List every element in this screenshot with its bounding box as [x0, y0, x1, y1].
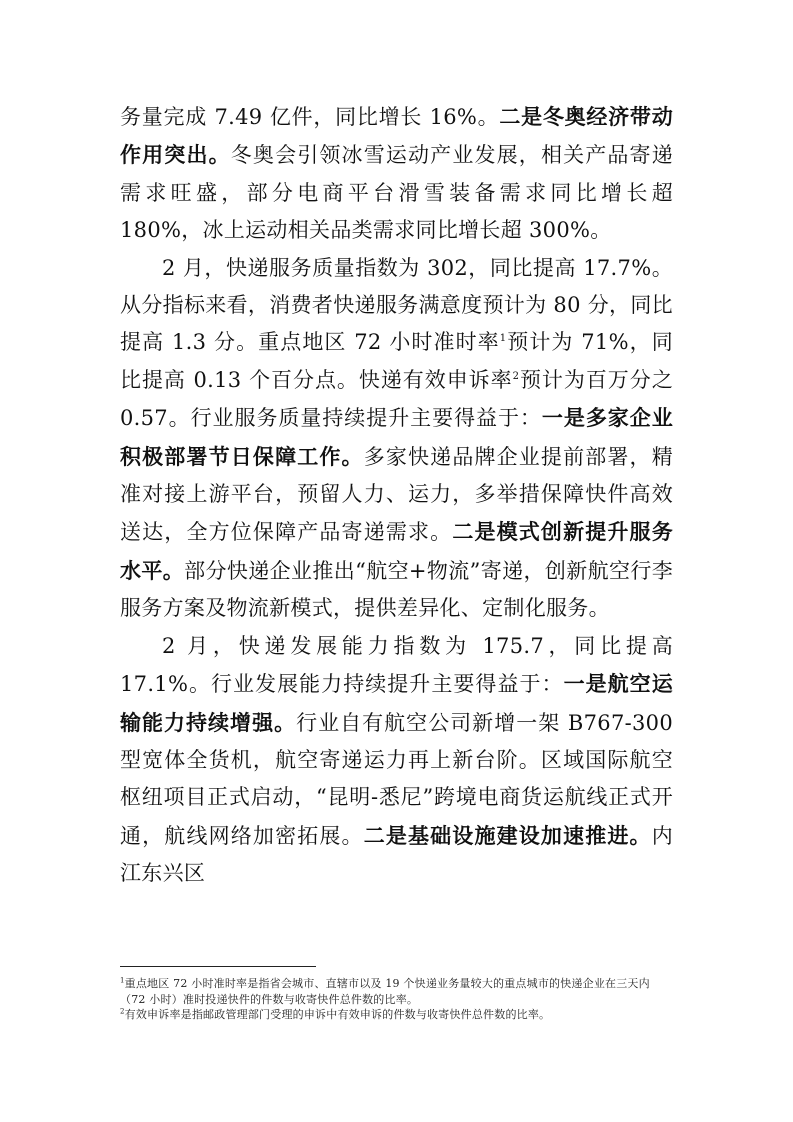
- bold-heading-run: 一是多家企业积极部署节日保障工作。: [120, 405, 673, 469]
- footnote-ref-1: 1: [499, 333, 507, 345]
- bold-heading-run: 一是航空运输能力持续增强。: [120, 671, 674, 735]
- paragraph-development-capacity: [120, 628, 673, 893]
- bold-heading-run: 二是基础设施建设加速推进。: [363, 822, 652, 848]
- text-run: 多家快递品牌企业提前部署，精准对接上游平台，预留人力、运力，多举措保障快件高效送达，全方位保障产品寄递需求。: [120, 444, 673, 545]
- paragraph-service-quality: [120, 250, 673, 628]
- body-text: [120, 98, 673, 893]
- footnote-separator: [120, 966, 316, 967]
- footnote-marker: 1: [120, 976, 125, 985]
- text-run: 部分快递企业推出“航空+物流”寄递，创新航空行李服务方案及物流新模式，提供差异化、定制化服务。: [120, 558, 674, 621]
- text-run: 行业自有航空公司新增一架 B767-300 型宽体全货机，航空寄递运力再上新台阶。区域国际航空枢纽项目正式启动，“昆明-悉尼”跨境电商货运航线正式开通，航线网络加密拓展。: [120, 710, 673, 848]
- bold-heading-run: 二是模式创新提升服务水平。: [120, 519, 673, 583]
- footnote-text: 有效申诉率是指邮政管理部门受理的申诉中有效申诉的件数与收寄快件总件数的比率。: [124, 1008, 551, 1021]
- text-run: 务量完成 7.49 亿件，同比增长 16%。: [120, 105, 500, 129]
- text-run: 内江东兴区: [120, 823, 673, 886]
- footnote-ref-2: 2: [512, 370, 520, 382]
- text-run: 冬奥会引领冰雪运动产业发展，相关产品寄递需求旺盛，部分电商平台滑雪装备需求同比增长超 180%，冰上运动相关品类需求同比增长超 300%。: [120, 143, 674, 243]
- text-run: 2 月，快递发展能力指数为 175.7，同比提高 17.1%。行业发展能力持续提升主要得益于：: [120, 633, 673, 697]
- footnote-2: [120, 1007, 675, 1023]
- footnote-text: 重点地区 72 小时准时率是指省会城市、直辖市以及 19 个快递业务量较大的重点城市的快递企业在三天内（72 小时）准时投递快件的件数与收寄快件总件数的比率。: [120, 977, 650, 1006]
- bold-heading-run: 二是冬奥经济带动作用突出。: [120, 104, 673, 168]
- text-run: 预计为 71%，同比提高 0.13 个百分点。快递有效申诉率: [120, 330, 673, 392]
- footnote-marker: 2: [120, 1007, 125, 1016]
- paragraph-winter-olympics: [120, 98, 673, 250]
- footnotes: [120, 976, 675, 1023]
- text-run: 2 月，快递服务质量指数为 302，同比提高 17.7%。从分指标来看，消费者快递服务满意度预计为 80 分，同比提高 1.3 分。重点地区 72 小时准时率: [120, 255, 673, 355]
- footnote-1: [120, 976, 675, 1007]
- text-run: 预计为百万分之 0.57。行业服务质量持续提升主要得益于：: [120, 367, 673, 431]
